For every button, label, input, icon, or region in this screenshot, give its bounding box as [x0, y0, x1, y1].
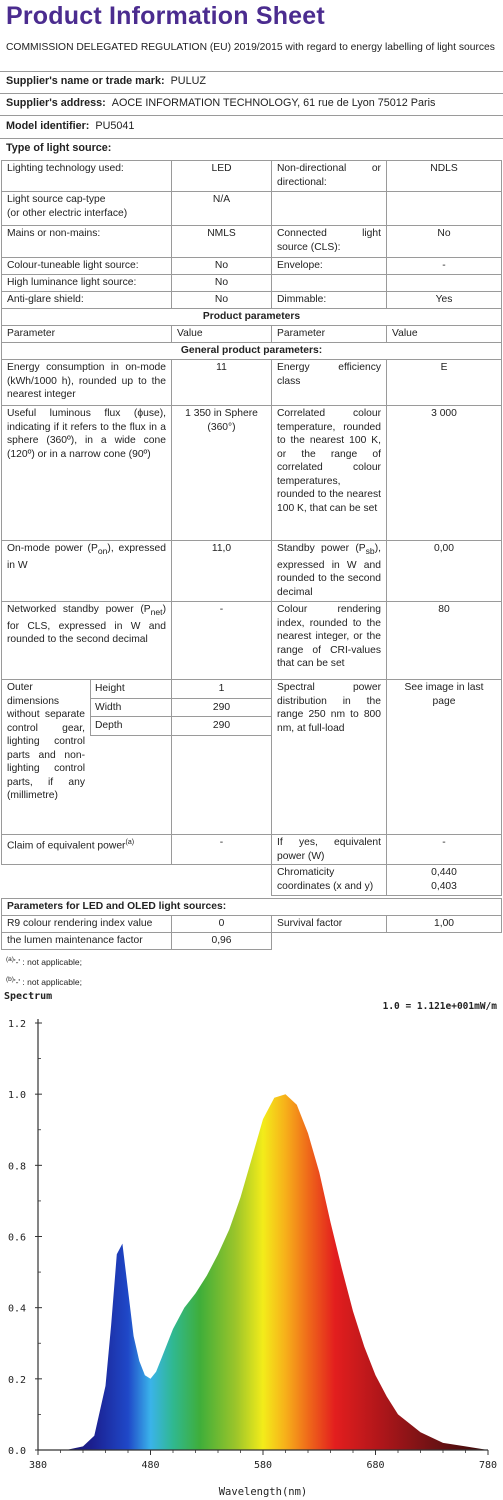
directional-value: NDLS [387, 161, 502, 192]
standby-power-label: Standby power $(P_{sb})$, expressed in W and rounded to the second decimal [272, 541, 387, 602]
x-tick-label: 680 [366, 1460, 385, 1471]
led-parameters-table [1, 898, 502, 950]
depth-value: 290 [212, 720, 231, 731]
table-header-row [2, 326, 502, 343]
dimmable-label: Dimmable: [272, 292, 387, 309]
equivalent-power-w-label: If yes, equivalent power (W) [272, 835, 387, 865]
equivalent-power-w-value: - [387, 835, 502, 865]
equivalent-power-value: - [172, 835, 272, 865]
led-parameters-heading: Parameters for LED and OLED light sources: [2, 899, 502, 916]
networked-standby-value: - [172, 602, 272, 680]
column-header-parameter: Parameter [2, 326, 172, 343]
cls-value: No [387, 226, 502, 258]
on-mode-power-label: On-mode power $(P_{on})$, expressed in W [2, 541, 172, 602]
divider [0, 93, 503, 94]
chromaticity-label: Chromaticity coordinates (x and y) [272, 865, 387, 896]
x-tick-label: 380 [28, 1460, 48, 1471]
table-row [2, 258, 502, 275]
cap-type-value: N/A [172, 192, 272, 226]
width-value: 290 [172, 698, 271, 717]
address-field [6, 97, 435, 109]
energy-class-label: Energy efficiency class [272, 360, 387, 406]
chart-title: Spectrum [4, 991, 53, 1002]
dimmable-value: Yes [387, 292, 502, 309]
light-source-table [1, 160, 502, 896]
table-row [2, 680, 502, 835]
x-tick-label: 480 [141, 1460, 160, 1471]
x-tick-label: 580 [253, 1460, 273, 1471]
y-tick-label: 0.0 [8, 1446, 27, 1457]
energy-consumption-value: 11 [172, 360, 272, 406]
anti-glare-value: No [172, 292, 272, 309]
chart-scale-note: 1.0 = 1.121e+001mW/m [382, 1001, 497, 1012]
dimensions-cell [2, 680, 172, 835]
page-title: Product Information Sheet [6, 2, 325, 30]
on-mode-power-value: 11,0 [172, 541, 272, 602]
colour-tuneable-label: Colour-tuneable light source: [2, 258, 172, 275]
type-heading: Type of light source: [6, 142, 112, 154]
table-row [2, 933, 502, 950]
model-value: PU5041 [95, 120, 135, 132]
envelope-value: - [387, 258, 502, 275]
lumen-maintenance-value: 0,96 [172, 933, 272, 950]
y-tick-label: 0.6 [8, 1232, 27, 1244]
spectrum-chart [0, 985, 503, 1500]
directional-label: Non-directional or directional: [272, 161, 387, 192]
y-tick-label: 0.2 [8, 1374, 27, 1386]
regulation-text: COMMISSION DELEGATED REGULATION (EU) 2019/2015 with regard to energy labelling of light sources [6, 42, 495, 53]
table-row [2, 343, 502, 360]
divider [0, 71, 503, 72]
table-row [2, 275, 502, 292]
y-tick-label: 1.2 [8, 1019, 27, 1030]
standby-power-value: 0,00 [387, 541, 502, 602]
table-row [2, 192, 502, 226]
lighting-technology-label: Lighting technology used: [2, 161, 172, 192]
dimensions-sub-table [91, 680, 171, 735]
table-row [2, 309, 502, 326]
spectral-distribution-value: See image in last page [387, 680, 502, 835]
chromaticity-value: 0,440 0,403 [387, 865, 502, 896]
supplier-field [6, 75, 206, 87]
spectral-distribution-label: Spectral power distribution in the range 250 nm to 800 nm, at full-load [272, 680, 387, 835]
dimensions-values-cell [172, 680, 272, 835]
table-row [2, 406, 502, 541]
model-label: Model identifier: [6, 120, 90, 132]
column-header-parameter-2: Parameter [272, 326, 387, 343]
r9-label: R9 colour rendering index value [2, 916, 172, 933]
lighting-technology-value: LED [172, 161, 272, 192]
table-row [2, 541, 502, 602]
survival-factor-label: Survival factor [272, 916, 387, 933]
dimensions-label: Outer dimensions without separate control gear, lighting control parts and non-lighting control parts, if any (millimetre) [7, 682, 85, 801]
height-value: 1 [172, 680, 271, 698]
energy-class-value: E [387, 360, 502, 406]
y-tick-label: 0.4 [8, 1303, 27, 1315]
table-row [2, 865, 502, 896]
column-header-value: Value [172, 326, 272, 343]
envelope-label: Envelope: [272, 258, 387, 275]
mains-value: NMLS [172, 226, 272, 258]
footnote-b: $^{(b)}$'-' : not applicable; [6, 975, 82, 987]
divider [0, 115, 503, 116]
column-header-value-2: Value [387, 326, 502, 343]
table-row [2, 899, 502, 916]
colour-rendering-label: Colour rendering index, rounded to the nearest integer, or the range of CRI-values that can be set [272, 602, 387, 680]
energy-consumption-label: Energy consumption in on-mode (kWh/1000 h), rounded up to the nearest integer [2, 360, 172, 406]
table-row [2, 292, 502, 309]
mains-label: Mains or non-mains: [2, 226, 172, 258]
high-luminance-value: No [172, 275, 272, 292]
anti-glare-label: Anti-glare shield: [2, 292, 172, 309]
luminous-flux-value: 1 350 in Sphere (360°) [172, 406, 272, 541]
address-label: Supplier's address: [6, 97, 106, 109]
high-luminance-label: High luminance light source: [2, 275, 172, 292]
general-parameters-heading: General product parameters: [2, 343, 502, 360]
networked-standby-label: Networked standby power $(P_{net})$ for CLS, expressed in W and rounded to the second decimal [2, 602, 172, 680]
cap-type-label: Light source cap-type (or other electric interface) [2, 192, 172, 226]
depth-label: Depth [95, 720, 123, 731]
table-row [2, 360, 502, 406]
width-label: Width [91, 698, 171, 717]
lumen-maintenance-label: the lumen maintenance factor [2, 933, 172, 950]
cls-label: Connected light source (CLS): [272, 226, 387, 258]
colour-temperature-value: 3 000 [387, 406, 502, 541]
survival-factor-value: 1,00 [387, 916, 502, 933]
address-value: AOCE INFORMATION TECHNOLOGY, 61 rue de Lyon 75012 Paris [111, 97, 436, 109]
equivalent-power-label: Claim of equivalent power$^{(a)}$ [2, 835, 172, 865]
colour-rendering-value: 80 [387, 602, 502, 680]
model-field [6, 120, 134, 132]
y-tick-label: 1.0 [8, 1090, 27, 1102]
luminous-flux-label: Useful luminous flux (ϕuse), indicating if it refers to the flux in a sphere (360º), in a wide cone (120º) or in a narrow cone (90º) [2, 406, 172, 541]
footnote-a: $^{(a)}$'-' : not applicable; [6, 956, 82, 967]
r9-value: 0 [172, 916, 272, 933]
x-tick-label: 780 [478, 1460, 498, 1471]
table-row [2, 835, 502, 865]
table-row [2, 161, 502, 192]
colour-temperature-label: Correlated colour temperature, rounded to the nearest 100 K, or the range of correlated colour temperatures, rounded to the nearest 100 K, that can be set [272, 406, 387, 541]
y-tick-label: 0.8 [8, 1161, 27, 1173]
divider [0, 138, 503, 139]
plot-area [8, 1019, 497, 1471]
spectrum-area [38, 1094, 488, 1450]
supplier-label: Supplier's name or trade mark: [6, 75, 165, 87]
table-row [2, 916, 502, 933]
x-axis-label: Wavelength(nm) [218, 1486, 308, 1498]
colour-tuneable-value: No [172, 258, 272, 275]
product-parameters-heading: Product parameters [2, 309, 502, 326]
height-label: Height [91, 680, 171, 698]
table-row [2, 226, 502, 258]
supplier-value: PULUZ [170, 75, 206, 87]
table-row [2, 602, 502, 680]
